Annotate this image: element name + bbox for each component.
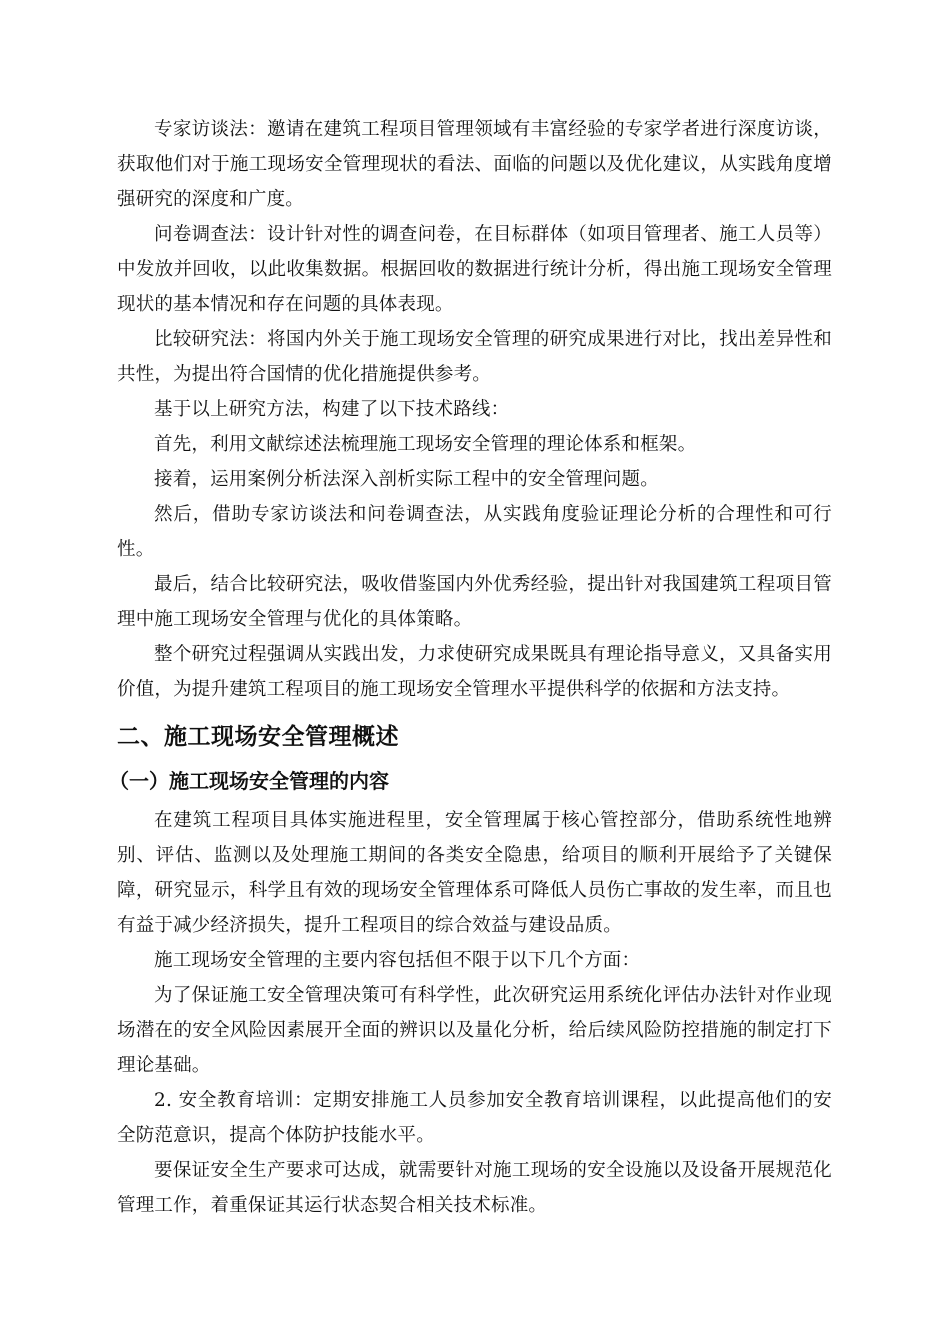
paragraph-step-next: 接着，运用案例分析法深入剖析实际工程中的安全管理问题。 (154, 469, 659, 490)
paragraph-step-first: 首先，利用文献综述法梳理施工现场安全管理的理论体系和框架。 (154, 434, 697, 455)
subsection-heading: （一）施工现场安全管理的内容 (109, 769, 389, 793)
document-page (109, 112, 832, 1223)
paragraph-step-then: 然后，借助专家访谈法和问卷调查法，从实践角度验证理论分析的合理性和可行性。 (117, 504, 832, 560)
paragraph-facility-management: 要保证安全生产要求可达成，就需要针对施工现场的安全设施以及设备开展规范化管理工作，着重保证其运行状态契合相关技术标准。 (117, 1160, 832, 1216)
paragraph-step-finally: 最后，结合比较研究法，吸收借鉴国内外优秀经验，提出针对我国建筑工程项目管理中施工现场安全管理与优化的具体策略。 (117, 574, 832, 630)
paragraph-main-contents: 施工现场安全管理的主要内容包括但不限于以下几个方面： (154, 950, 641, 971)
paragraph-technical-route-intro: 基于以上研究方法，构建了以下技术路线： (154, 399, 510, 420)
paragraph-expert-interview: 专家访谈法：邀请在建筑工程项目管理领域有丰富经验的专家学者进行深度访谈，获取他们对于施工现场安全管理现状的看法、面临的问题以及优化建议，从实践角度增强研究的深度和广度。 (117, 119, 832, 210)
paragraph-summary: 整个研究过程强调从实践出发，力求使研究成果既具有理论指导意义，又具备实用价值，为提升建筑工程项目的施工现场安全管理水平提供科学的依据和方法支持。 (117, 644, 832, 700)
paragraph-comparative-study: 比较研究法：将国内外关于施工现场安全管理的研究成果进行对比，找出差异性和共性，为提出符合国情的优化措施提供参考。 (117, 329, 832, 385)
paragraph-safety-core: 在建筑工程项目具体实施进程里，安全管理属于核心管控部分，借助系统性地辨别、评估、监测以及处理施工期间的各类安全隐患，给项目的顺利开展给予了关键保障，研究显示，科学且有效的现场安全管理体系可降低人员伤亡事故的发生率，而且也有益于减少经济损失，提升工程项目的综合效益与建设品质。 (117, 810, 832, 936)
paragraph-safety-training: 2. 安全教育培训：定期安排施工人员参加安全教育培训课程，以此提高他们的安全防范意识，提高个体防护技能水平。 (117, 1090, 832, 1146)
paragraph-questionnaire: 问卷调查法：设计针对性的调查问卷，在目标群体（如项目管理者、施工人员等）中发放并回收，以此收集数据。根据回收的数据进行统计分析，得出施工现场安全管理现状的基本情况和存在问题的具体表现。 (117, 224, 832, 315)
section-heading: 二、施工现场安全管理概述 (117, 724, 399, 750)
paragraph-risk-assessment: 为了保证施工安全管理决策可有科学性，此次研究运用系统化评估办法针对作业现场潜在的安全风险因素展开全面的辨识以及量化分析，给后续风险防控措施的制定打下理论基础。 (117, 985, 832, 1076)
